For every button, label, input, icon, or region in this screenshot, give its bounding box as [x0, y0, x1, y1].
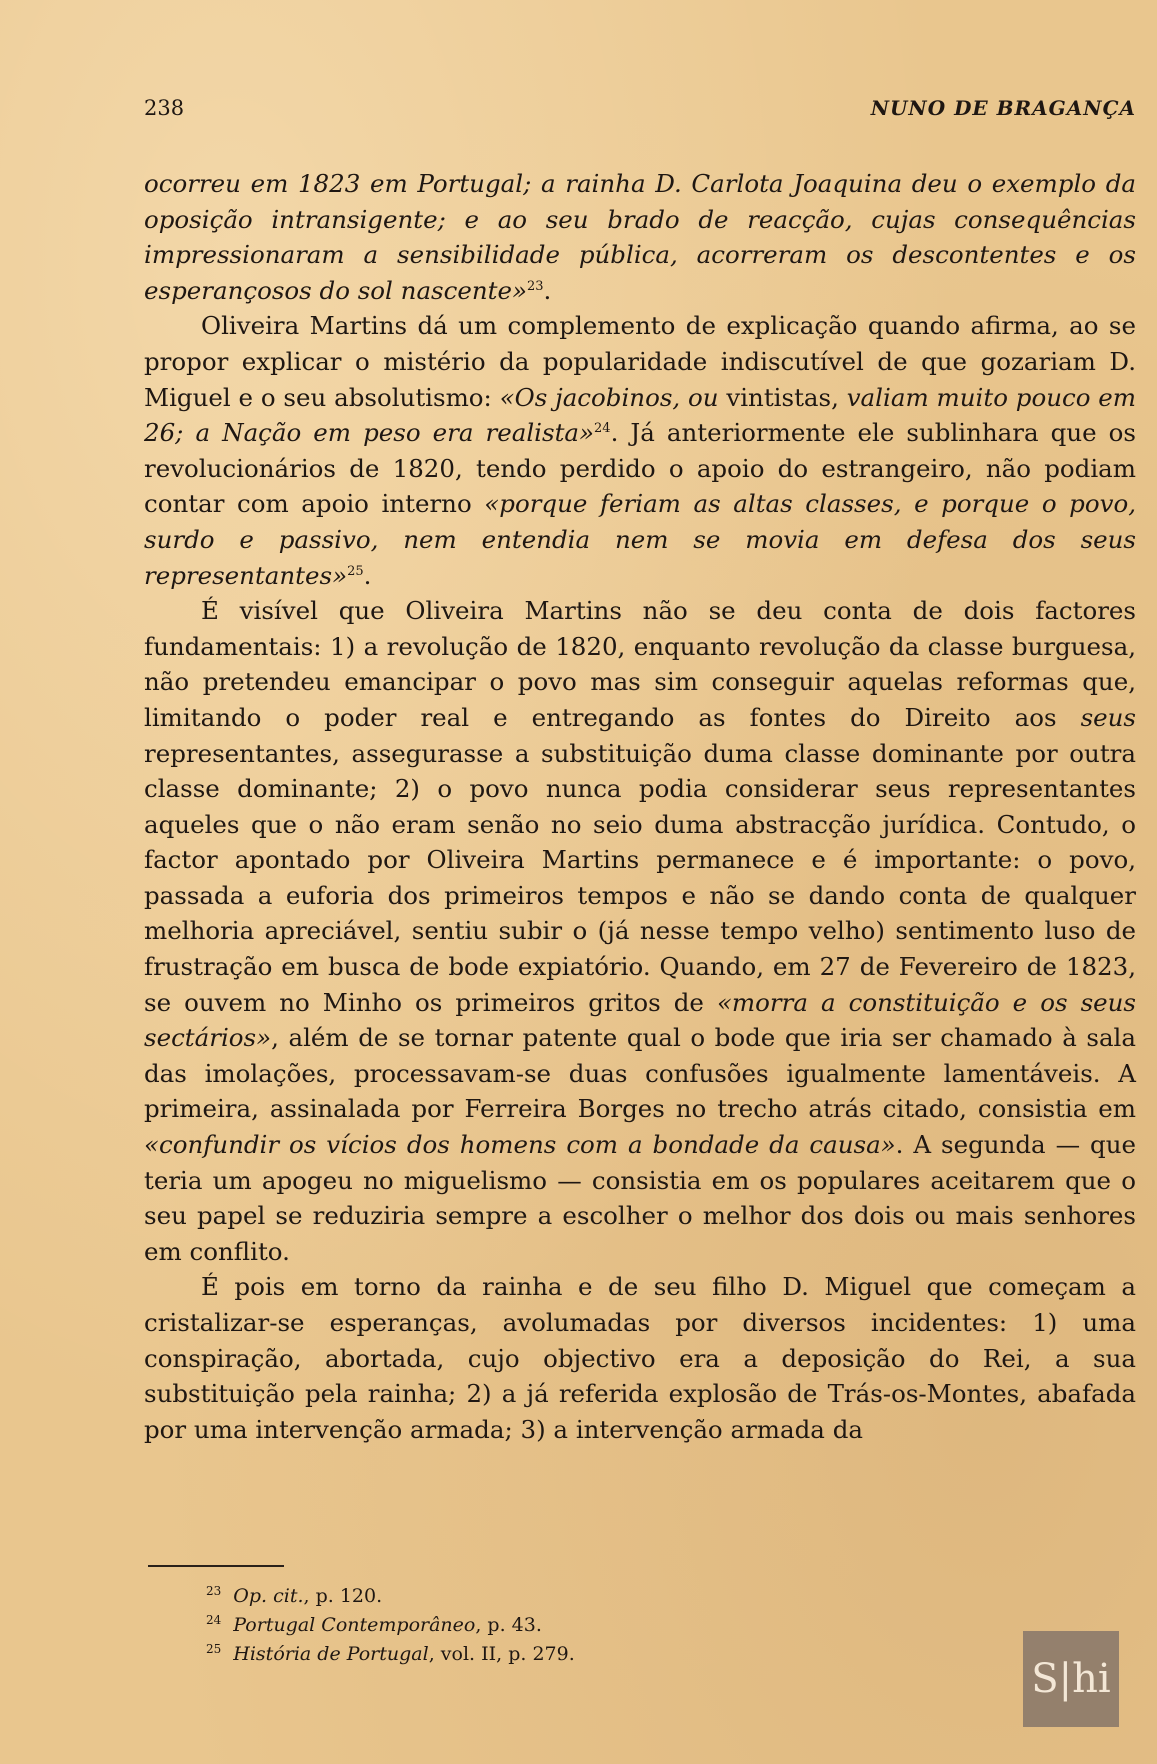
italic-text: «morra a constituição e os seus sectários»	[144, 987, 1136, 1053]
text-run: representantes, assegurasse a substituição duma classe dominante por outra classe dominante; 2) o povo nunca podia considerar seus representantes aqueles que o não eram senão no seio duma abstracção jurídica. Contudo, o factor apontado por Oliveira Martins permanece e é importante: o povo, passada a euforia dos primeiros tempos e não se dando conta de qualquer melhoria apreciável, sentiu subir o (já nesse tempo velho) sentimento luso de frustração em busca de bode expiatório. Quando, em 27 de Fevereiro de 1823, se ouvem no Minho os primeiros gritos de	[144, 738, 1136, 1017]
italic-text: ocorreu em 1823 em Portugal; a rainha D. Carlota Joaquina deu o exemplo da oposição intransigente; e ao seu brado de reacção, cujas consequências impressionaram a sensibilidade pública, acorreram os descontentes e os esperançosos do sol nascente»	[144, 169, 1136, 305]
footnote-ref: 25	[347, 563, 364, 579]
paragraph	[144, 166, 1136, 308]
running-head: NUNO DE BRAGANÇA	[870, 96, 1136, 120]
italic-text: Portugal Contemporâneo	[233, 1614, 476, 1636]
footnote	[206, 1582, 575, 1611]
body-text	[144, 166, 1136, 1447]
text-run: , p. 43.	[475, 1614, 542, 1636]
italic-text: Op. cit.	[233, 1585, 304, 1607]
page	[144, 96, 1136, 1447]
text-run: , vol. II, p. 279.	[428, 1643, 575, 1665]
footnote-number: 25	[206, 1641, 222, 1656]
page-number: 238	[144, 96, 185, 120]
italic-text: «porque feriam as altas classes, e porque o povo, surdo e passivo, nem entendia nem se movia em defesa dos seus representantes»	[144, 489, 1136, 590]
footnote-ref: 24	[594, 421, 611, 436]
footnote-divider	[148, 1565, 284, 1567]
text-run: . A segunda — que teria um apogeu no miguelismo — consistia em os populares aceitarem que o seu papel se reduziria sempre a escolher o melhor dos dois ou mais senhores em conflito.	[144, 1130, 1136, 1266]
footnote-number: 23	[206, 1583, 222, 1598]
paragraph	[144, 308, 1136, 593]
text-run: É visível que Oliveira Martins não se deu conta de dois factores fundamentais: 1) a revolução de 1820, enquanto revolução da classe burguesa, não pretendeu emancipar o povo mas sim conseguir aquelas reformas que, limitando o poder real e entregando as fontes do Direito aos	[144, 596, 1136, 732]
text-run: , p. 120.	[303, 1585, 383, 1607]
italic-text: «Os jacobinos, ou	[499, 382, 719, 412]
italic-text: valiam muito pouco em 26; a Nação em peso era realista»	[144, 382, 1136, 448]
italic-text: «confundir os vícios dos homens com a bondade da causa»	[144, 1130, 896, 1160]
text-run: .	[363, 560, 372, 590]
footnotes	[206, 1582, 575, 1669]
text-run: Oliveira Martins dá um complemento de explicação quando afirma, ao se propor explicar o mistério da popularidade indiscutível de que gozariam D. Miguel e o seu absolutismo:	[144, 311, 1136, 412]
text-run: . Já anteriormente ele sublinhara que os revolucionários de 1820, tendo perdido o apoio do estrangeiro, não podiam contar com apoio interno	[144, 418, 1136, 519]
logo-mark: S|hi	[1031, 1656, 1111, 1702]
library-logo	[1023, 1631, 1119, 1727]
footnote	[206, 1611, 575, 1640]
text-run: vintistas,	[718, 382, 847, 412]
footnote-ref: 23	[526, 278, 544, 294]
running-header	[144, 96, 1136, 120]
italic-text: História de Portugal	[233, 1643, 429, 1665]
paragraph	[144, 1269, 1136, 1447]
text-run: , além de se tornar patente qual o bode que iria ser chamado à sala das imolações, processavam-se duas confusões igualmente lamentáveis. A primeira, assinalada por Ferreira Borges no trecho atrás citado, consistia em	[144, 1023, 1136, 1124]
text-run: .	[543, 275, 552, 305]
paragraph	[144, 593, 1136, 1269]
italic-text: seus	[1080, 702, 1136, 732]
footnote-number: 24	[206, 1612, 222, 1627]
text-run: É pois em torno da rainha e de seu filho D. Miguel que começam a cristalizar-se esperanças, avolumadas por diversos incidentes: 1) uma conspiração, abortada, cujo objectivo era a deposição do Rei, a sua substituição pela rainha; 2) a já referida explosão de Trás-os-Montes, abafada por uma intervenção armada; 3) a intervenção armada da	[144, 1272, 1136, 1444]
footnote	[206, 1640, 575, 1669]
